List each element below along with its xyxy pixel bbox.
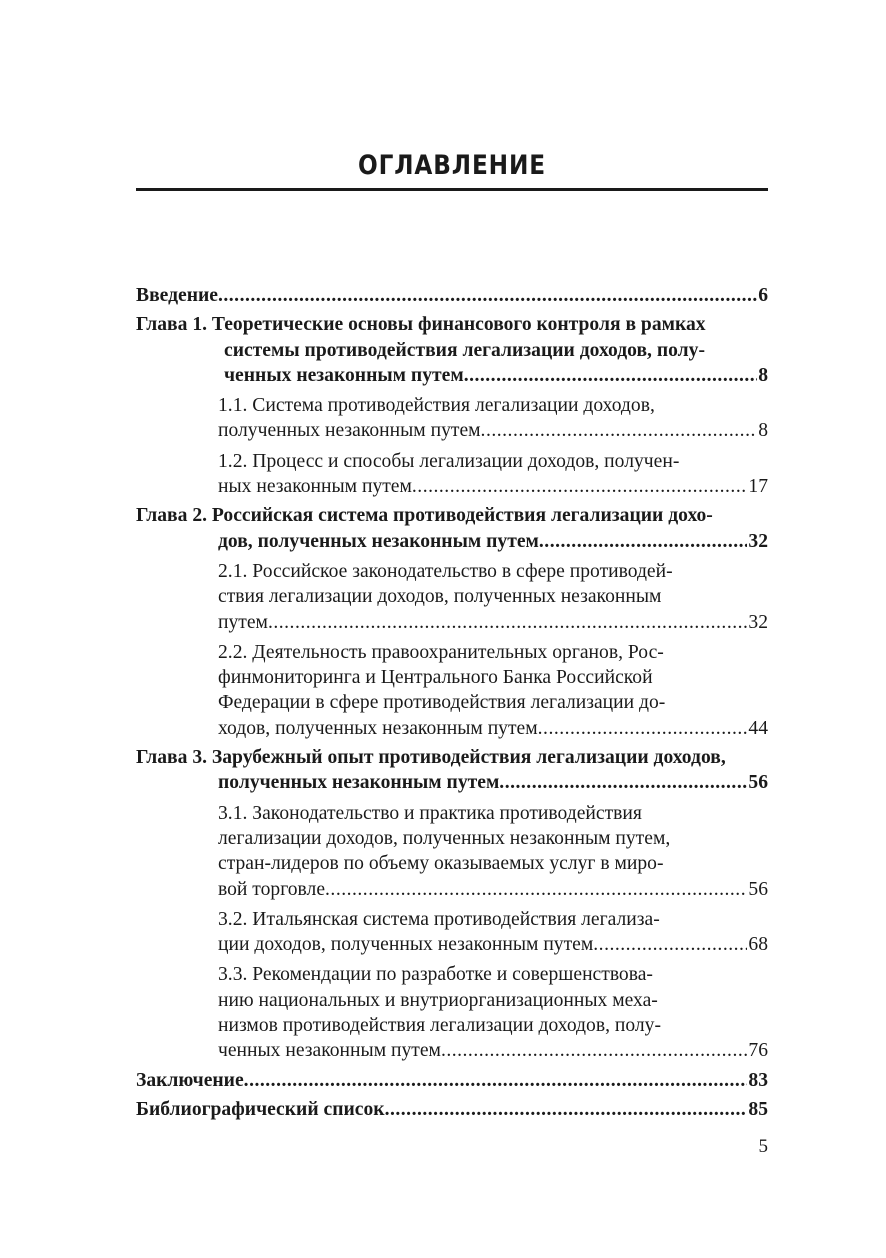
toc-line: ченных незаконным путем [224, 364, 464, 386]
toc-line: дов, полученных незаконным путем [218, 530, 539, 552]
dot-leader [593, 932, 747, 957]
dot-leader [441, 1038, 747, 1063]
toc-entry-section-3-2[interactable] [136, 907, 768, 958]
toc-entry-section-2-2[interactable] [136, 640, 768, 741]
toc-entry-section-3-3[interactable] [136, 962, 768, 1063]
toc-line: Глава 1. Теоретические основы финансового контроля в рамках [136, 314, 706, 336]
toc-page: 44 [748, 717, 768, 739]
toc-page: 17 [748, 476, 768, 498]
toc-line: легализации доходов, полученных незаконным путем, [218, 827, 671, 849]
toc-page: 83 [748, 1069, 768, 1091]
toc-page: 8 [758, 420, 768, 442]
dot-leader [481, 418, 758, 443]
toc-page: 56 [748, 772, 768, 794]
toc-entry-section-1-1[interactable] [136, 393, 768, 444]
toc-line: 2.2. Деятельность правоохранительных органов, Рос- [218, 641, 664, 663]
toc-line: ции доходов, полученных незаконным путем [218, 934, 594, 956]
toc-entry-conclusion[interactable] [136, 1068, 768, 1093]
toc-line: 3.2. Итальянская система противодействия легализа- [218, 908, 660, 930]
dot-leader [464, 363, 758, 388]
toc-line: системы противодействия легализации доходов, полу- [224, 339, 705, 361]
toc-line: ченных незаконным путем [218, 1040, 441, 1062]
toc-entry-section-2-1[interactable] [136, 559, 768, 635]
toc-entry-chapter-3[interactable] [136, 745, 768, 796]
toc-line: финмониторинга и Центрального Банка Российской [218, 667, 653, 689]
toc-entry-chapter-2[interactable] [136, 503, 768, 554]
toc-page: 32 [748, 530, 768, 552]
dot-leader [218, 283, 757, 308]
toc-page: 8 [758, 364, 768, 386]
dot-leader [325, 877, 747, 902]
toc-entry-section-3-1[interactable] [136, 801, 768, 902]
toc-page: 6 [758, 285, 768, 306]
toc-page: 76 [748, 1040, 768, 1062]
toc-label: Заключение [136, 1069, 244, 1091]
toc-line: ходов, полученных незаконным путем [218, 717, 538, 739]
dot-leader [244, 1068, 748, 1093]
table-of-contents [136, 283, 768, 1122]
toc-line: путем [218, 611, 268, 633]
toc-label: Введение [136, 285, 218, 306]
toc-line: стран-лидеров по объему оказываемых услуг в миро- [218, 853, 664, 875]
toc-page: 56 [748, 878, 768, 900]
toc-page: 32 [748, 611, 768, 633]
title-underline [136, 188, 768, 191]
toc-line: Глава 3. Зарубежный опыт противодействия легализации доходов, [136, 747, 726, 769]
toc-line: 1.2. Процесс и способы легализации доходов, получен- [218, 450, 680, 472]
toc-page: 85 [748, 1098, 768, 1120]
toc-line: нию национальных и внутриорганизационных меха- [218, 989, 658, 1011]
toc-line: 1.1. Система противодействия легализации доходов, [218, 395, 655, 417]
toc-entry-bibliography[interactable] [136, 1097, 768, 1122]
toc-line: вой торговле [218, 878, 326, 900]
dot-leader [385, 1097, 748, 1122]
toc-line: ствия легализации доходов, полученных незаконным [218, 586, 662, 608]
toc-line: полученных незаконным путем [218, 420, 481, 442]
toc-page: 68 [748, 934, 768, 956]
toc-line: ных незаконным путем [218, 476, 412, 498]
toc-entry-introduction[interactable] [136, 283, 768, 308]
toc-line: Федерации в сфере противодействия легализации до- [218, 692, 666, 714]
toc-line: 3.3. Рекомендации по разработке и совершенствова- [218, 964, 653, 986]
toc-line: 2.1. Российское законодательство в сфере противодей- [218, 560, 673, 582]
dot-leader [538, 716, 748, 741]
toc-line: низмов противодействия легализации доходов, полу- [218, 1015, 661, 1037]
toc-label: Библиографический список [136, 1098, 385, 1120]
toc-entry-chapter-1[interactable] [136, 312, 768, 388]
page-number: 5 [758, 1136, 768, 1157]
dot-leader [539, 529, 748, 554]
toc-line: Глава 2. Российская система противодействия легализации дохо- [136, 505, 713, 527]
dot-leader [268, 610, 747, 635]
toc-line: полученных незаконным путем [218, 772, 500, 794]
toc-line: 3.1. Законодательство и практика противодействия [218, 802, 642, 824]
page-title: ОГЛАВЛЕНИЕ [358, 150, 546, 181]
dot-leader [412, 474, 748, 499]
toc-entry-section-1-2[interactable] [136, 449, 768, 500]
dot-leader [499, 770, 747, 795]
